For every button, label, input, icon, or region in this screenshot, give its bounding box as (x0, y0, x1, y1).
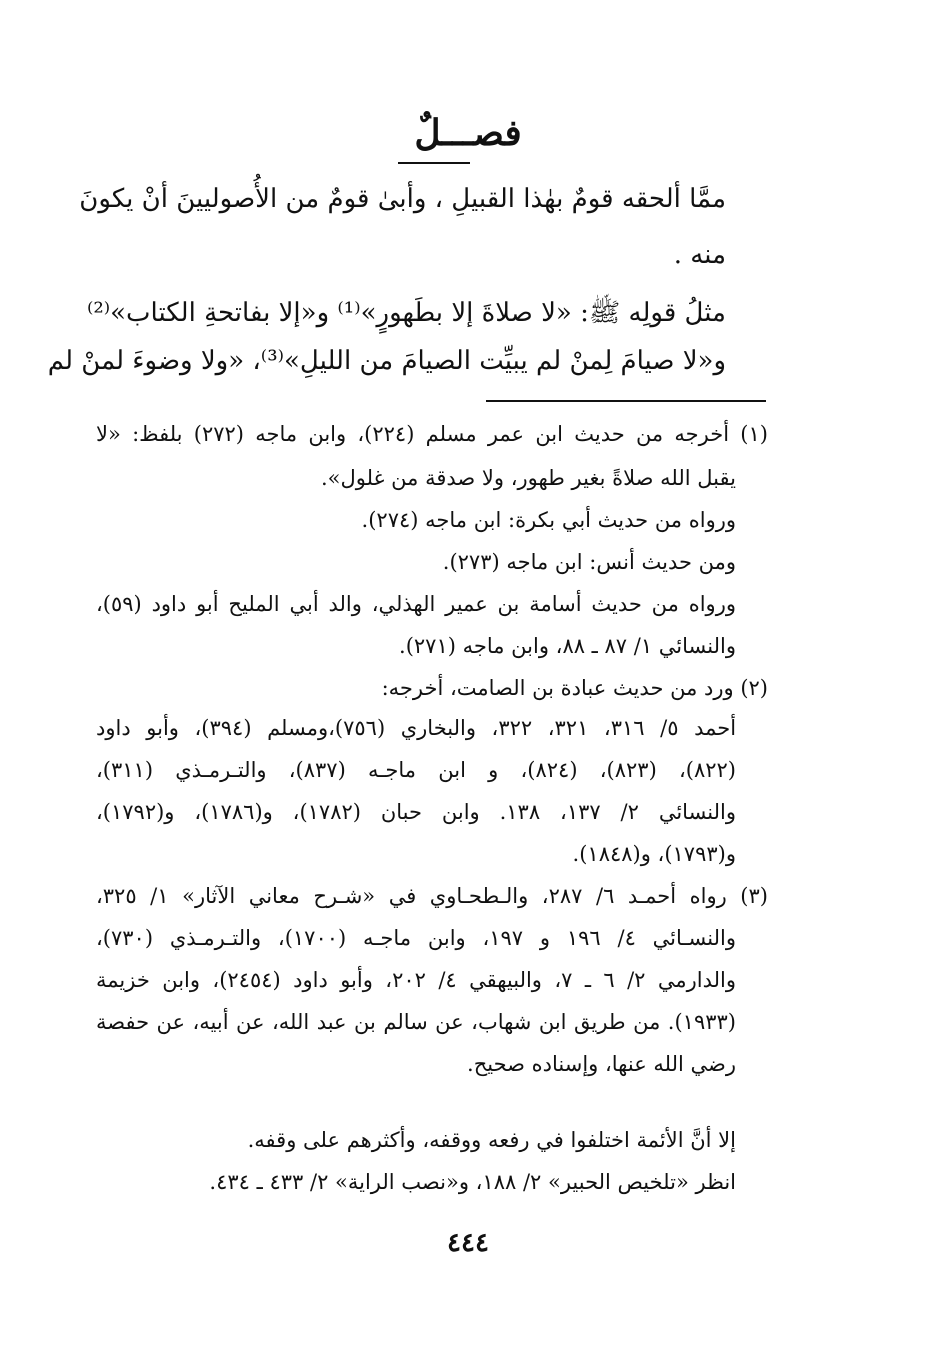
footnote-line: يقبل الله صلاةً بغير طهور، ولا صدقة من غلول». (320, 466, 736, 490)
main-text-line: ممَّا ألحقه قومٌ بهٰذا القبيلِ ، وأبىٰ قومٌ من الأُصوليينَ أنْ يكونَ (79, 184, 726, 214)
page-number: ٤٤٤ (447, 1228, 489, 1258)
footnote-divider (486, 400, 766, 402)
footnote-line: ورواه من حديث أبي بكرة: ابن ماجه (٢٧٤). (361, 508, 736, 532)
footnote-line: (١) أخرجه من حديث ابن عمر مسلم (٢٢٤)، وابن ماجه (٢٧٢) بلفظ: «لا (96, 422, 768, 446)
footnote-line: ومن حديث أنس: ابن ماجه (٢٧٣). (442, 550, 736, 574)
footnote-line: أحمد ٥/ ٣١٦، ٣٢١، ٣٢٢، والبخاري (٧٥٦)،ومسلم (٣٩٤)، وأبو داود (96, 716, 737, 740)
footnote-line: والنسـائي ٤/ ١٩٦ و ١٩٧، وابن ماجـه (١٧٠٠)، والتـرمـذي (٧٣٠)، (96, 926, 736, 950)
footnote-line: انظر «تلخيص الحبير» ٢/ ١٨٨، و«نصب الراية» ٢/ ٤٣٣ ـ ٤٣٤. (209, 1170, 736, 1194)
footnote-line: والنسائي ٢/ ١٣٧، ١٣٨. وابن حبان (١٧٨٢)، و(١٧٨٦)، و(١٧٩٢)، (96, 800, 737, 824)
footnote-line: والدارمي ٢/ ٦ ـ ٧، والبيهقي ٤/ ٢٠٢، وأبو داود (٢٤٥٤)، وابن خزيمة (96, 968, 736, 992)
footnote-line: (١٩٣٣). من طريق ابن شهاب، عن سالم بن عبد الله، عن أبيه، عن حفصة (96, 1010, 736, 1034)
footnote-line: (٨٢٢)، (٨٢٣)، (٨٢٤)، و ابن ماجـه (٨٣٧)، والتـرمـذي (٣١١)، (96, 758, 736, 782)
footnote-line: والنسائي ١/ ٨٧ ـ ٨٨، وابن ماجه (٢٧١). (399, 634, 736, 658)
footnote-line: ورواه من حديث أسامة بن عمير الهذلي، والد أبي المليح أبو داود (٥٩)، (96, 592, 736, 616)
footnote-line: إلا أنَّ الأئمة اختلفوا في رفعه ووقفه، وأكثرهم على وقفه. (247, 1128, 736, 1152)
main-text-line: منه . (673, 240, 726, 270)
heading-underline (398, 162, 470, 164)
main-text-line: و«لا صيامَ لِمنْ لم يبيِّت الصيامَ من الليلِ»⁽³⁾، «ولا وضوءَ لمنْ لم (47, 346, 726, 376)
section-heading: فصـــلٌ (414, 112, 522, 154)
main-text-line: مثلُ قولِه ﷺ: «لا صلاةَ إلا بطَهورٍ»⁽¹⁾ و«إلا بفاتحةِ الكتاب»⁽²⁾ (86, 298, 726, 328)
footnote-line: (٢) ورد من حديث عبادة بن الصامت، أخرجه: (381, 676, 768, 700)
footnote-line: (٣) رواه أحمـد ٦/ ٢٨٧، والـطحـاوي في «شـرح معاني الآثار» ١/ ٣٢٥، (96, 884, 768, 908)
footnote-line: و(١٧٩٣)، و(١٨٤٨). (572, 842, 736, 866)
footnote-line: رضي الله عنها، وإسناده صحيح. (467, 1052, 736, 1076)
